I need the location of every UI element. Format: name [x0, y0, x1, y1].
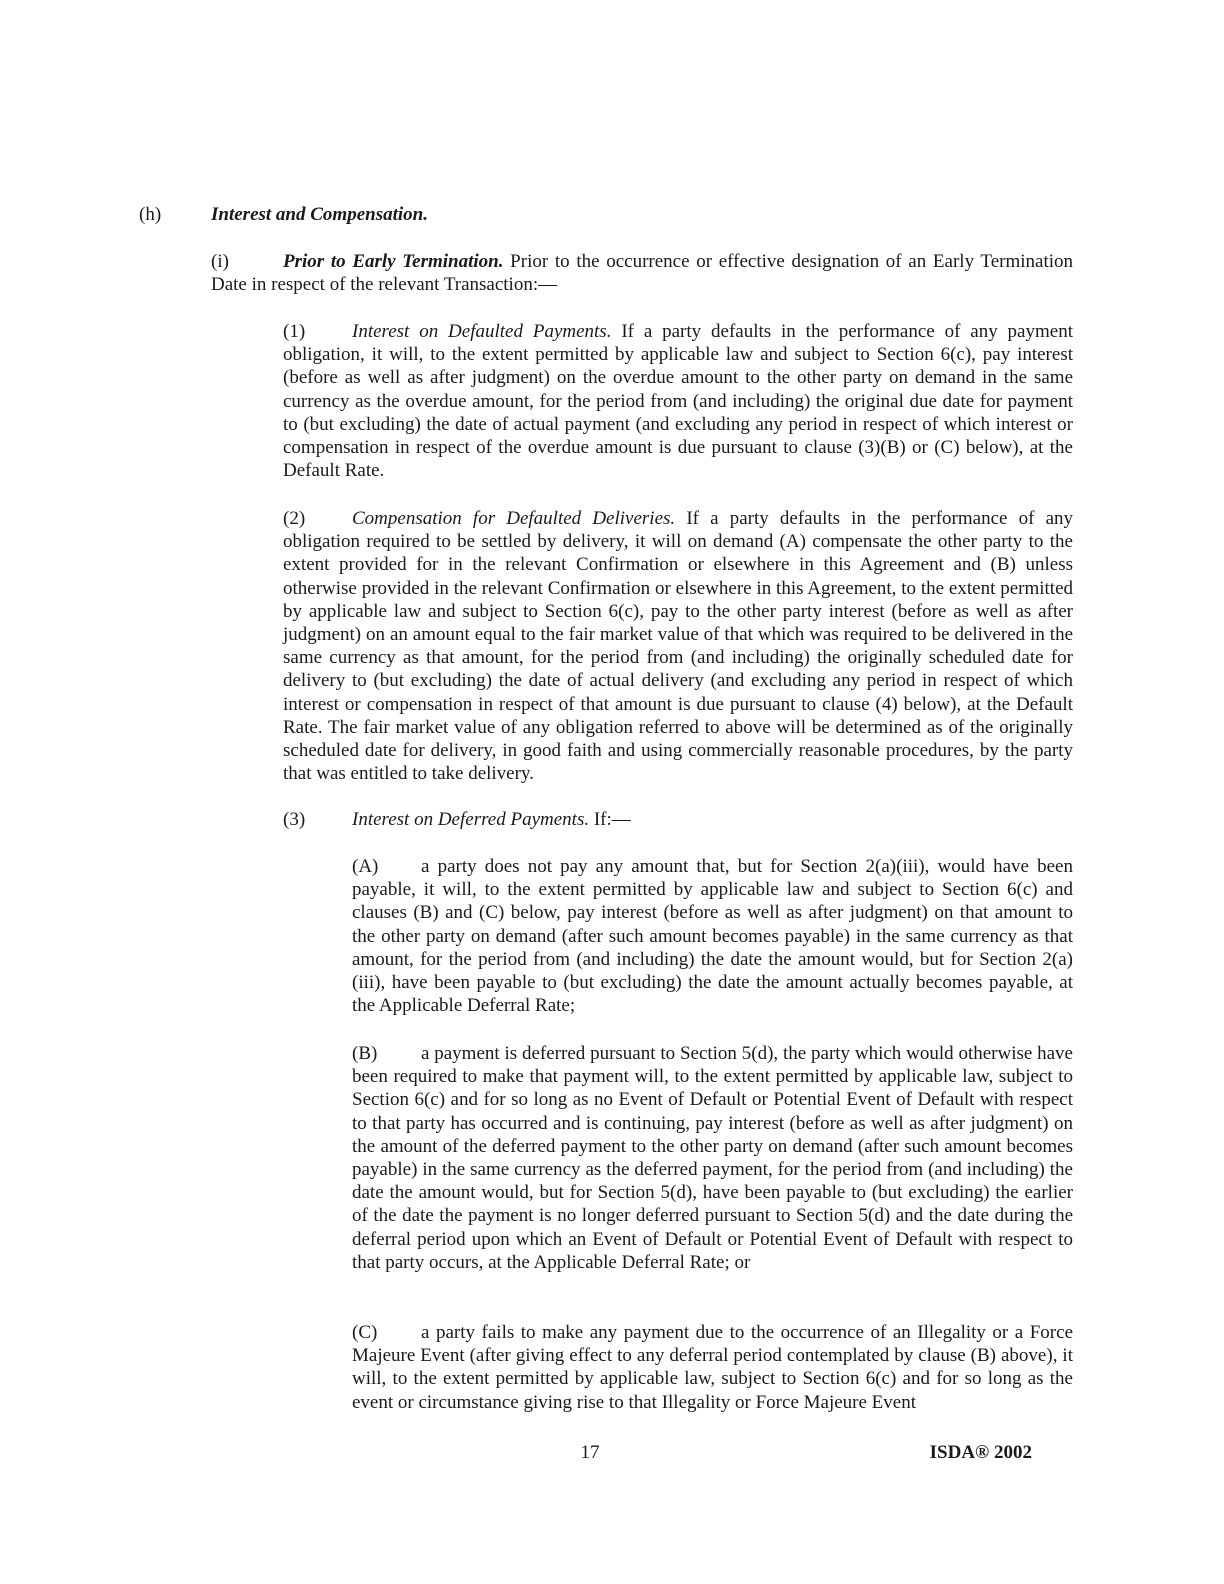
paragraph-i [211, 250, 1073, 296]
paragraph-1 [283, 320, 1073, 482]
paragraph-text: If a party defaults in the performance of any obligation required to be settled by delivery, it will on demand (A) compensate the other party to the extent provided for in the relevant Confirmation or elsewhere in this Agreement and (B) unless otherwise provided in the relevant Confirmation or elsewhere in this Agreement, to the extent permitted by applicable law and subject to Section 6(c), pay to the other party interest (before as well as after judgment) on an amount equal to the fair market value of that which was required to be delivered in the same currency as that amount, for the period from (and including) the originally scheduled date for delivery to (but excluding) the date of actual delivery (and excluding any period in respect of which interest or compensation in respect of that amount is due pursuant to clause (4) below), at the Default Rate. The fair market value of any obligation referred to above will be determined as of the originally scheduled date for delivery, in good faith and using commercially reasonable procedures, by the party that was entitled to take delivery. [283, 508, 1074, 785]
clause-b [352, 1042, 1073, 1274]
clause-text: a party does not pay any amount that, but for Section 2(a)(iii), would have been payable, it will, to the extent permitted by applicable law and subject to Section 6(c) and clauses (B) and (C) below, pay interest (before as well as after judgment) on that amount to the other party on demand (after such amount becomes payable) in the same currency as that amount, for the period from (and including) the date the amount would, but for Section 2(a)(iii), have been payable to (but excluding) the date the amount actually becomes payable, at the Applicable Deferral Rate; [352, 856, 1073, 1017]
paragraph-text: If a party defaults in the performance of any payment obligation, it will, to the extent permitted by applicable law and subject to Section 6(c), pay interest (before as well as after judgment) on the overdue amount to the other party on demand in the same currency as the overdue amount, for the period from (and including) the original due date for payment to (but excluding) the date of actual payment (and excluding any period in respect of which interest or compensation in respect of the overdue amount is due pursuant to clause (3)(B) or (C) below), at the Default Rate. [283, 321, 1073, 482]
paragraph-title: Interest on Deferred Payments. [352, 809, 590, 830]
paragraph-label: (1) [283, 321, 306, 342]
clause-a [352, 855, 1073, 1017]
page-number: 17 [580, 1442, 600, 1463]
clause-label: (A) [352, 856, 379, 877]
paragraph-title: Interest on Defaulted Payments. [352, 321, 612, 342]
paragraph-title: Prior to Early Termination. [283, 251, 504, 272]
paragraph-3 [283, 808, 1073, 831]
clause-label: (C) [352, 1322, 378, 1343]
paragraph-label: (2) [283, 508, 306, 529]
paragraph-title: Compensation for Defaulted Deliveries. [352, 508, 676, 529]
paragraph-text: If:— [593, 809, 631, 830]
clause-label: (B) [352, 1043, 378, 1064]
footer-brand: ISDA® 2002 [929, 1442, 1032, 1463]
section-label: (h) [139, 204, 162, 225]
paragraph-2 [283, 507, 1073, 785]
clause-c [352, 1321, 1073, 1414]
clause-text: a payment is deferred pursuant to Section 5(d), the party which would otherwise have been required to make that payment will, to the extent permitted by applicable law, subject to Section 6(c) and for so long as no Event of Default or Potential Event of Default with respect to that party has occurred and is continuing, pay interest (before as well as after judgment) on the amount of the deferred payment to the other party on demand (after such amount becomes payable) in the same currency as the deferred payment, for the period from (and including) the date the amount would, but for Section 5(d), have been payable to (but excluding) the earlier of the date the payment is no longer deferred pursuant to Section 5(d) and the date during the deferral period upon which an Event of Default or Potential Event of Default with respect to that party occurs, at the Applicable Deferral Rate; or [352, 1043, 1073, 1273]
section-heading-h [139, 203, 428, 226]
paragraph-label: (3) [283, 809, 306, 830]
paragraph-label: (i) [211, 251, 229, 272]
section-title: Interest and Compensation. [211, 204, 428, 225]
clause-text: a party fails to make any payment due to the occurrence of an Illegality or a Force Majeure Event (after giving effect to any deferral period contemplated by clause (B) above), it will, to the extent permitted by applicable law, subject to Section 6(c) and for so long as the event or circumstance giving rise to that Illegality or Force Majeure Event [352, 1322, 1073, 1413]
paragraph-text: Prior to the occurrence or effective designation of an Early Termination Date in respect of the relevant Transaction:— [211, 251, 1073, 296]
